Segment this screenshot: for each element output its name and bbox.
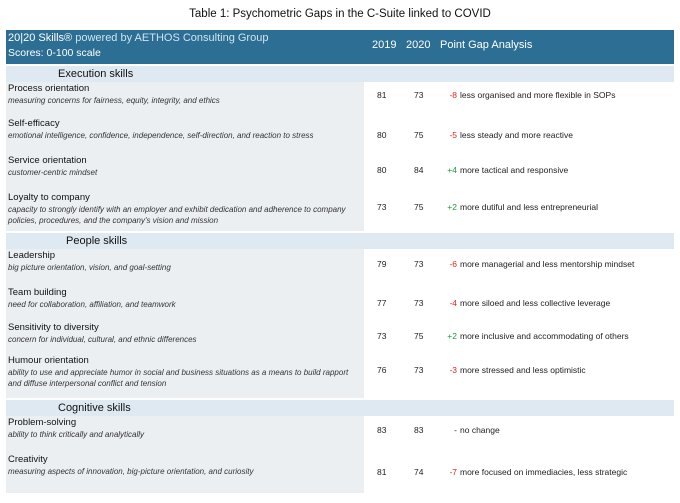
gap-analysis: more tactical and responsive [460,165,569,175]
skill-description: capacity to strongly identify with an employer and exhibit dedication and adherence to company policies, procedures, and the company's vision and mission [8,205,346,225]
point-gap: +2 [447,331,457,341]
skill-name: Leadership [8,250,56,261]
table-row [6,191,674,231]
score-2020: 73 [414,90,424,100]
score-2020: 75 [414,130,424,140]
header-title [8,32,268,44]
point-gap: -7 [449,467,457,477]
section-title: Cognitive skills [58,402,131,414]
skill-name: Self-efficacy [8,118,60,129]
score-2019: 73 [377,331,387,341]
gap-analysis: more managerial and less mentorship mindset [460,259,635,269]
table-row [6,286,674,321]
score-2020: 83 [414,425,424,435]
skill-description: need for collaboration, affiliation, and teamwork [8,300,176,309]
score-2019: 81 [377,467,387,477]
gap-analysis: more focused on immediacies, less strategic [460,467,628,477]
section-header [6,233,674,249]
score-2019: 73 [377,202,387,212]
point-gap: -6 [449,259,457,269]
skill-description: big picture orientation, vision, and goal-setting [8,263,171,272]
gap-analysis: more stressed and less optimistic [460,365,586,375]
skill-name: Loyalty to company [8,192,90,203]
table-caption: Table 1: Psychometric Gaps in the C-Suite linked to COVID [189,8,491,20]
table-row [6,321,674,354]
skills-table [6,30,674,493]
score-2019: 83 [377,425,387,435]
section-title: People skills [66,235,128,247]
skill-name: Process orientation [8,83,90,94]
skill-description: ability to use and appreciate humor in social and business situations as a means to build rapport and diffuse interpersonal conflict and tension [8,368,349,388]
score-2020: 84 [414,165,424,175]
score-2019: 80 [377,130,387,140]
score-2020: 73 [414,365,424,375]
point-gap: +4 [447,165,457,175]
point-gap: -5 [449,130,457,140]
gap-analysis: less organised and more flexible in SOPs [460,90,616,100]
score-2020: 73 [414,259,424,269]
point-gap: -8 [449,90,457,100]
point-gap: -3 [449,365,457,375]
column-header-gap: Point Gap Analysis [440,39,533,51]
table-row [6,453,674,493]
table-row [6,416,674,453]
skill-description: emotional intelligence, confidence, independence, self-direction, and reaction to stress [8,131,314,140]
gap-analysis: more dutiful and less entrepreneurial [460,202,598,212]
point-gap: -4 [449,298,457,308]
gap-analysis: more siloed and less collective leverage [460,298,611,308]
gap-analysis: less steady and more reactive [460,130,573,140]
table-header [6,30,674,62]
column-header-2019: 2019 [372,39,397,51]
score-2020: 74 [414,467,424,477]
gap-analysis: no change [460,425,500,435]
skill-description: concern for individual, cultural, and ethnic differences [8,335,197,344]
skill-name: Humour orientation [8,355,89,366]
table-row [6,354,674,398]
skill-name: Team building [8,287,67,298]
skill-description: customer-centric mindset [8,168,98,177]
skill-name: Service orientation [8,155,87,166]
score-2019: 76 [377,365,387,375]
point-gap: +2 [447,202,457,212]
score-2020: 75 [414,331,424,341]
section-title: Execution skills [58,68,134,80]
section-header [6,66,674,82]
score-2020: 73 [414,298,424,308]
skill-name: Creativity [8,454,48,465]
score-2019: 80 [377,165,387,175]
powered-by-label: powered by AETHOS Consulting Group [72,32,269,44]
column-header-2020: 2020 [406,39,431,51]
scale-label: Scores: 0-100 scale [8,47,101,59]
brand-label: 20|20 Skills® [8,32,73,44]
skill-name: Problem-solving [8,417,77,428]
score-2019: 77 [377,298,387,308]
score-2019: 81 [377,90,387,100]
table-row [6,117,674,154]
table-row [6,154,674,191]
skill-description: measuring concerns for fairness, equity, integrity, and ethics [8,96,220,105]
skill-description: measuring aspects of innovation, big-picture orientation, and curiosity [8,467,254,476]
point-gap: - [454,425,457,435]
score-2020: 75 [414,202,424,212]
table-row [6,82,674,117]
skill-description: ability to think critically and analytically [8,430,145,439]
skill-name: Sensitivity to diversity [8,322,99,333]
table-body [6,64,674,493]
section-header [6,400,674,416]
table-row [6,249,674,286]
gap-analysis: more inclusive and accommodating of others [460,331,629,341]
score-2019: 79 [377,259,387,269]
